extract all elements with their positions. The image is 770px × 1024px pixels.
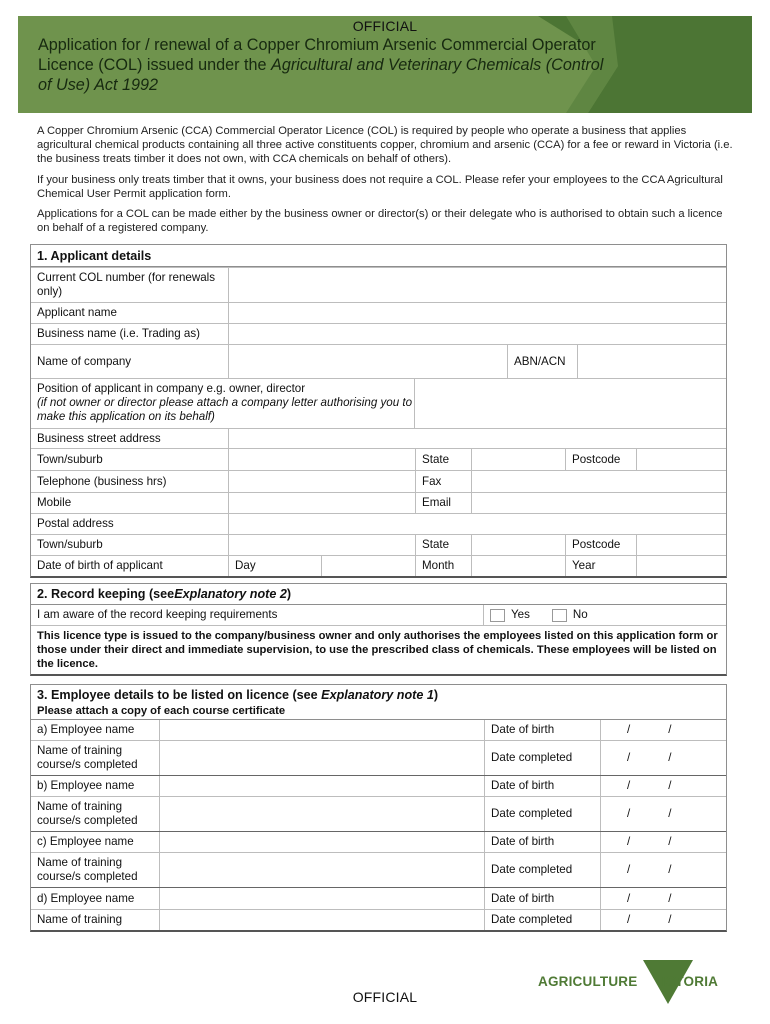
dob-month-value[interactable] — [471, 556, 565, 576]
employee-a-row: a) Employee name Date of birth / / — [31, 720, 726, 740]
row-postal-town: Town/suburb State Postcode — [31, 534, 726, 555]
licence-notice: This licence type is issued to the company/business owner and only authorises the employees listed on this application form or those under their direct and immediate supervision, to use the prescribed class of chemicals. These employees will be listed on the licence. — [31, 625, 726, 674]
company-name-field[interactable] — [228, 345, 507, 378]
intro-paragraph: If your business only treats timber that it owns, your business does not require a COL. Please refer your employees to the CCA Agricultural Chemical User Permit application form. — [37, 173, 723, 200]
employee-a-name-field[interactable] — [159, 720, 484, 740]
intro-text — [37, 124, 737, 241]
dob-year-value[interactable] — [636, 556, 728, 576]
yes-label: Yes — [511, 608, 530, 621]
intro-paragraph: Applications for a COL can be made either by the business owner or director(s) or their delegate who is authorised to obtain such a licence on behalf of a registered company. — [37, 208, 723, 235]
intro-paragraph: A Copper Chromium Arsenic (CCA) Commercial Operator Licence (COL) is required by people who operate a business that applies agricultural chemical products containing all three active constituents copper, chromium and arsenic (CCA) for a fee or reward in Victoria (i.e. the business treats timber it does not own, with CCA chemicals on behalf of others). — [37, 125, 733, 166]
town-field[interactable] — [228, 449, 415, 470]
row-record-keeping-aware: I am aware of the record keeping requirements Yes No — [31, 605, 726, 625]
row-postal-address: Postal address — [31, 513, 726, 534]
dob-month-field[interactable]: Month — [415, 556, 471, 576]
business-name-field[interactable] — [228, 324, 728, 344]
row-applicant-name: Applicant name — [31, 302, 726, 323]
row-position: Position of applicant in company e.g. owner, director (if not owner or director please attach a company letter authorising you to make this application on its behalf) — [31, 378, 726, 428]
agriculture-victoria-logo: AGRICULTURE ICTORIA — [538, 960, 738, 1006]
applicant-name-field[interactable] — [228, 303, 728, 323]
street-address-field[interactable] — [228, 429, 728, 448]
position-field[interactable] — [414, 379, 728, 428]
row-current-col: Current COL number (for renewals only) — [31, 267, 726, 302]
telephone-field[interactable] — [228, 471, 415, 492]
row-business-name: Business name (i.e. Trading as) — [31, 323, 726, 344]
official-marking-top: OFFICIAL — [352, 18, 418, 34]
dob-day-field[interactable]: Day — [228, 556, 321, 576]
employee-c-name-field[interactable] — [159, 832, 484, 852]
section-heading: 2. Record keeping (see Explanatory note 2 ) — [31, 584, 726, 605]
employee-d-training-row: Name of training Date completed / / — [31, 909, 726, 930]
employee-c-completed-field[interactable]: / / — [600, 853, 728, 887]
employee-d-training-field[interactable] — [159, 910, 484, 930]
mobile-field[interactable] — [228, 493, 415, 513]
abn-acn-label: ABN/ACN — [507, 345, 577, 378]
postal-postcode-field[interactable] — [636, 535, 728, 555]
yes-checkbox[interactable] — [490, 609, 505, 622]
employee-d-row: d) Employee name Date of birth / / — [31, 887, 726, 909]
employee-a-training-row: Name of training course/s completed Date completed / / — [31, 740, 726, 775]
employee-c-training-row: Name of training course/s completed Date completed / / — [31, 852, 726, 887]
row-telephone: Telephone (business hrs) Fax — [31, 470, 726, 492]
employee-b-name-field[interactable] — [159, 776, 484, 796]
employee-a-training-field[interactable] — [159, 741, 484, 775]
current-col-field[interactable] — [228, 268, 728, 302]
row-date-of-birth: Date of birth of applicant Day Month Year — [31, 555, 726, 576]
row-street-address: Business street address — [31, 428, 726, 448]
row-town-state: Town/suburb State Postcode — [31, 448, 726, 470]
row-mobile: Mobile Email — [31, 492, 726, 513]
section-record-keeping — [30, 583, 727, 676]
dob-day-value[interactable] — [321, 556, 415, 576]
employee-b-completed-field[interactable]: / / — [600, 797, 728, 831]
abn-acn-field[interactable] — [577, 345, 728, 378]
postal-town-field[interactable] — [228, 535, 415, 555]
fax-field[interactable] — [471, 471, 728, 492]
no-label: No — [572, 608, 588, 621]
official-marking-bottom: OFFICIAL — [352, 989, 418, 1005]
section-heading: 1. Applicant details — [31, 245, 726, 267]
section-applicant-details — [30, 244, 727, 578]
employee-d-completed-field[interactable]: / / — [600, 910, 728, 930]
form-title: Application for / renewal of a Copper Chromium Arsenic Commercial Operator Licence (COL) issued under the Agricultural and Veterinary Chemicals (Control of Use) Act 1992 — [38, 36, 604, 94]
employee-d-name-field[interactable] — [159, 888, 484, 909]
employee-c-row: c) Employee name Date of birth / / — [31, 831, 726, 852]
employee-a-completed-field[interactable]: / / — [600, 741, 728, 775]
employee-c-dob-field[interactable]: / / — [600, 832, 728, 852]
employee-b-training-field[interactable] — [159, 797, 484, 831]
employee-a-dob-field[interactable]: / / — [600, 720, 728, 740]
no-checkbox[interactable] — [552, 609, 567, 622]
dob-year-field[interactable]: Year — [565, 556, 636, 576]
state-field[interactable] — [471, 449, 565, 470]
employee-c-training-field[interactable] — [159, 853, 484, 887]
employee-d-dob-field[interactable]: / / — [600, 888, 728, 909]
postal-state-field[interactable] — [471, 535, 565, 555]
section-employee-details — [30, 684, 727, 932]
postcode-field[interactable] — [636, 449, 728, 470]
employee-b-training-row: Name of training course/s completed Date completed / / — [31, 796, 726, 831]
row-company-name: Name of company ABN/ACN — [31, 344, 726, 378]
email-field[interactable] — [471, 493, 728, 513]
section-heading: 3. Employee details to be listed on licence (see Explanatory note 1) Please attach a copy of each course certificate — [31, 685, 726, 720]
postal-address-field[interactable] — [228, 514, 728, 534]
employee-b-dob-field[interactable]: / / — [600, 776, 728, 796]
employee-b-row: b) Employee name Date of birth / / — [31, 775, 726, 796]
